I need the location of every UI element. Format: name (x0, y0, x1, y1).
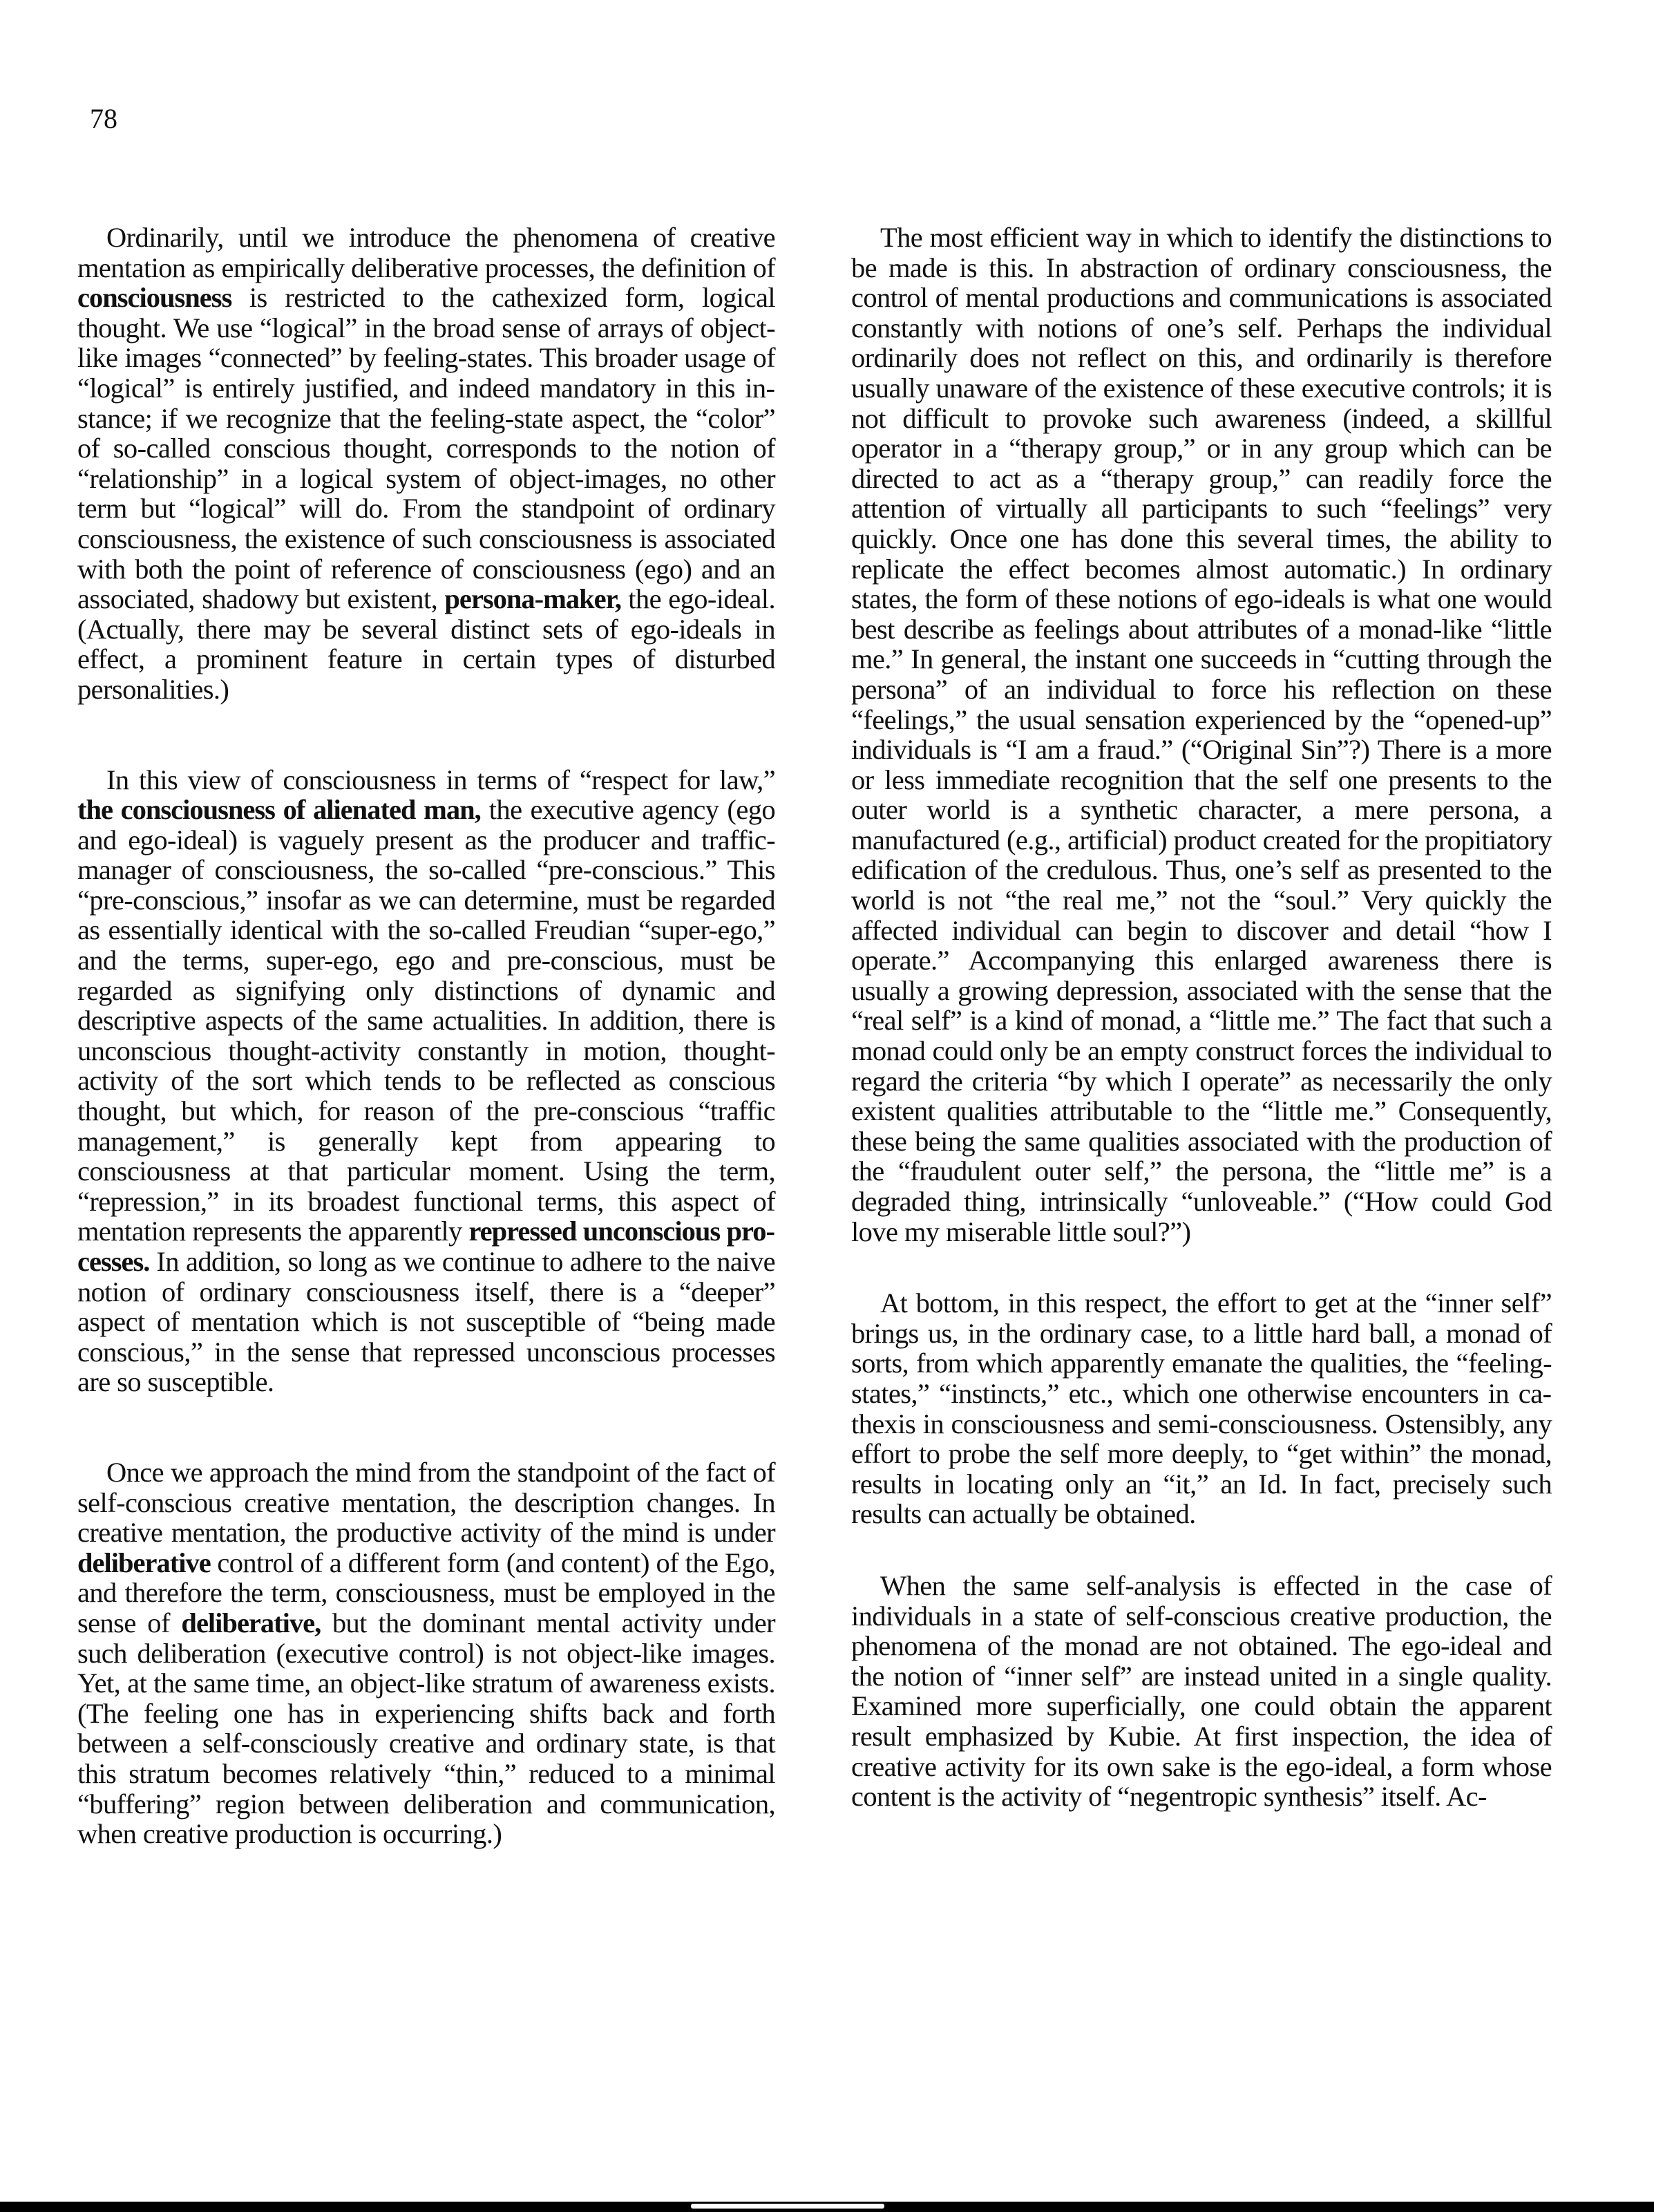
text-segment: When the same self-analysis is effected in the case of individuals in a state of self-conscious creative production, the phenomena of the monad are not obtained. The ego-ideal and the notion of “inner self” are instead united in a single quality. Examined more superficially, one could obtain the apparent result emphasized by Kubie. At first inspection, the idea of creative activity for its own sake is the ego-ideal, a form whose content is the activity of “negentropic synthesis” itself. Ac- (851, 1569, 1552, 1813)
bold-term-deliberative: deliberative (77, 1547, 211, 1578)
right-column (851, 223, 1552, 1812)
text-segment: The most efficient way in which to identify the distinctions to be made is this. In abstraction of ordinary consciousness, the control of mental productions and communications is associated constantly with notions of one’s self. Perhaps the individual ordinarily does not reflect on this, and ordinarily is therefore usually unaware of the existence of these executive controls; it is not difficult to provoke such awareness (indeed, a skillful operator in a “therapy group,” or in any group which can be directed to act as a “therapy group,” can readily force the attention of virtually all participants to such “feelings” very quickly. Once one has done this several times, the ability to replicate the effect becomes almost automatic.) In ordinary states, the form of these notions of ego-ideals is what one would best describe as feelings about attributes of a monad-like “little me.” In general, the instant one succeeds in “cutting through the persona” of an individual to force his reflection on these “feelings,” the usual sensation experienced by the “opened-up” individuals is “I am a fraud.” (“Original Sin”?) There is a more or less immediate recognition that the self one presents to the outer world is a synthetic character, a mere persona, a manufactured (e.g., artificial) product created for the propitiatory edification of the credulous. Thus, one’s self as presented to the world is not “the real me,” not the “soul.” Very quickly the affected individual can begin to discover and detail “how I operate.” Accompanying this enlarged awareness there is usually a growing depression, associated with the sense that the “real self” is a kind of monad, a “little me.” The fact that such a monad could only be an empty construct forces the individual to regard the criteria “by which I operate” as necessarily the only existent qualities attributable to the “little me.” Consequently, these being the same qualities associated with the production of the “fraudulent outer self,” the persona, the “little me” is a degraded thing, intrinsically “unloveable.” (“How could God love my miserable little soul?”) (851, 222, 1552, 1247)
bold-term-consciousness: consciousness (77, 282, 232, 314)
text-segment: control of a different form (and content) of the Ego, and therefore the term, consciousness, must be employed in the sense of (77, 1547, 775, 1638)
text-segment: At bottom, in this respect, the effort to get at the “inner self” brings us, in the ordinary case, to a little hard ball, a monad of sorts, from which apparently emanate the qualities, the “feeling-states,” “instincts,” etc., which one otherwise encounters in cathexis in consciousness and semi-consciousness. Ostensibly, any effort to probe the self more deeply, to “get within” the monad, results in locating only an “it,” an Id. In fact, precisely such results can actually be obtained. (851, 1287, 1552, 1530)
left-column (77, 223, 775, 1849)
scan-notch (691, 2204, 884, 2209)
text-segment: Ordinarily, until we introduce the phenomena of creative mentation as empirically deliberative processes, the definition of (77, 222, 775, 283)
bold-term-alienated-man: the consciousness of alienated man, (77, 794, 481, 826)
text-segment: but the dominant mental activity under such deliberation (executive control) is not object-like images. Yet, at the same time, an object-like stratum of awareness exists. (The feeling one has in experiencing shifts back and forth between a self-consciously creative and ordinary state, is that this stratum becomes relatively “thin,” reduced to a minimal “buffering” region between deliberation and communication, when creative production is occurring.) (77, 1607, 775, 1850)
text-segment: is restricted to the cathexized form, logical thought. We use “logical” in the broad sense of arrays of object-like images “connected” by feeling-states. This broader usage of “logical” is entirely justified, and indeed mandatory in this instance; if we recognize that the feeling-state aspect, the “color” of so-called conscious thought, corresponds to the notion of “relationship” in a logical system of object-images, no other term but “logical” will do. From the standpoint of ordinary consciousness, the existence of such consciousness is associated with both the point of reference of consciousness (ego) and an associated, shadowy but existent, (77, 282, 775, 615)
paragraph-self-analysis (851, 1571, 1552, 1812)
paragraph-identify-distinctions (851, 223, 1552, 1247)
bold-term-repressed-processes: repressed unconscious processes. (77, 1216, 776, 1277)
page-number: 78 (90, 103, 117, 134)
paragraph-creative-mentation (77, 1457, 775, 1849)
text-segment: In addition, so long as we continue to adhere to the naive notion of ordinary consciousness itself, there is a “deeper” aspect of mentation which is not susceptible of “being made conscious,” in the sense that repressed unconscious processes are so susceptible. (77, 1246, 775, 1398)
bold-term-persona-maker: persona-maker, (444, 583, 622, 615)
paragraph-inner-self (851, 1288, 1552, 1529)
text-segment: Once we approach the mind from the standpoint of the fact of self-conscious creative mentation, the description changes. In creative mentation, the productive activity of the mind is under (77, 1456, 775, 1549)
paragraph-ordinary-consciousness (77, 223, 775, 705)
paragraph-alienated-man (77, 765, 775, 1397)
text-segment: the ego-ideal. (Actually, there may be several distinct sets of ego-ideals in effect, a prominent feature in certain types of disturbed personalities.) (77, 583, 775, 705)
text-segment: In this view of consciousness in terms of “respect for law,” (106, 764, 775, 795)
bold-term-deliberative-2: deliberative, (181, 1607, 321, 1638)
text-segment: the executive agency (ego and ego-ideal) is vaguely present as the producer and traffic-manager of consciousness, the so-called “pre-conscious.” This “pre-conscious,” insofar as we can determine, must be regarded as essentially identical with the so-called Freudian “super-ego,” and the terms, super-ego, ego and pre-conscious, must be regarded as signifying only distinctions of dynamic and descriptive aspects of the same actualities. In addition, there is unconscious thought-activity constantly in motion, thought-activity of the sort which tends to be reflected as conscious thought, but which, for reason of the pre-conscious “traffic management,” is generally kept from appearing to consciousness at that particular moment. Using the term, “repression,” in its broadest functional terms, this aspect of mentation represents the apparently (77, 794, 775, 1247)
scan-bottom-edge (0, 2202, 1654, 2212)
